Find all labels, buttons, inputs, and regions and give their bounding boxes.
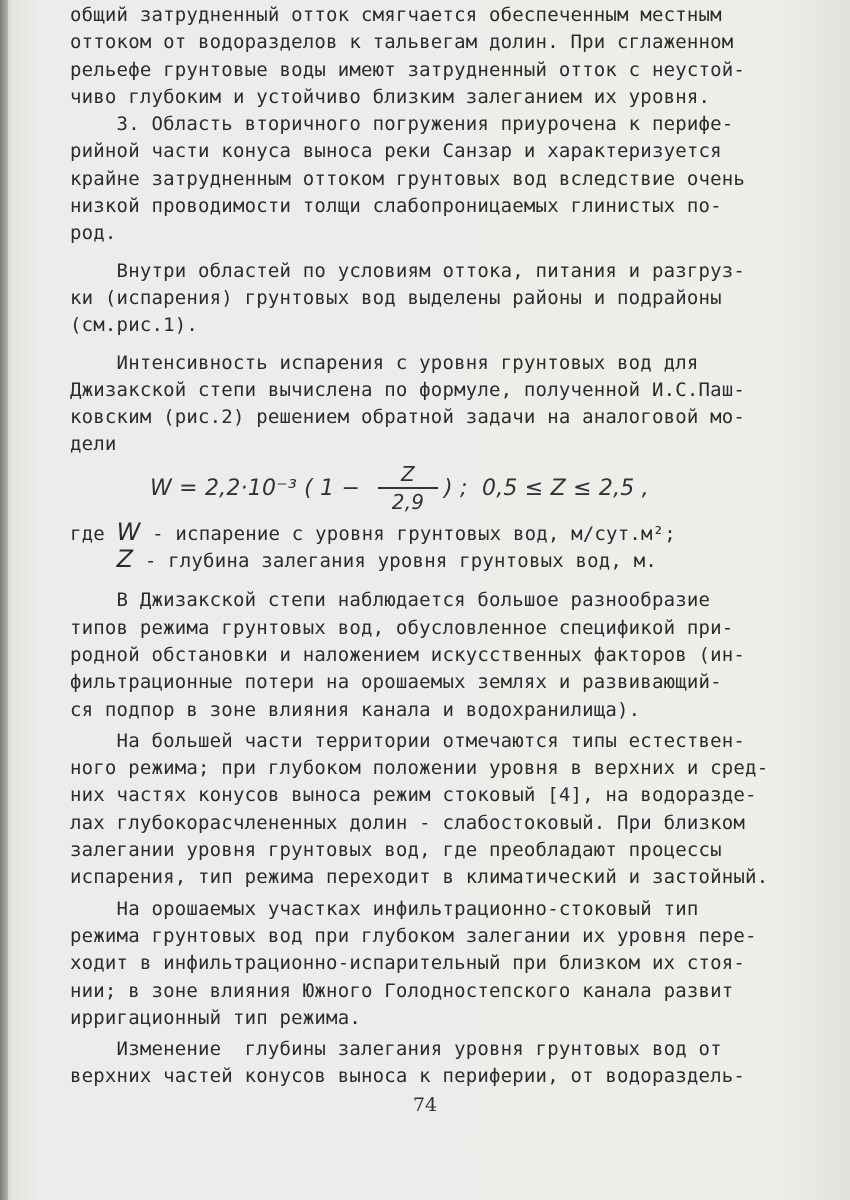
text-line: чиво глубоким и устойчиво близким залеганием их уровня. <box>70 85 711 108</box>
text-line: верхних частей конусов выноса к периферии, от водораздель- <box>70 1065 746 1088</box>
paragraph-5 <box>70 587 800 723</box>
text-line: общий затрудненный отток смягчается обеспеченным местным <box>70 4 722 26</box>
text-line: ся подпор в зоне влияния канала и водохранилища). <box>70 698 641 721</box>
evaporation-formula <box>70 463 800 519</box>
text-line: Интенсивность испарения с уровня грунтовых вод для <box>70 351 699 374</box>
paragraph-1 <box>70 2 800 111</box>
text-line: залегании уровня грунтовых вод, где преобладают процессы <box>70 839 722 862</box>
text-line: них частях конусов выноса режим стоковый [4], на водоразде- <box>70 784 757 807</box>
text-line: низкой проводимости толщи слабопроницаемых глинистых по- <box>70 195 722 218</box>
legend-line-w: где W - испарение с уровня грунтовых вод, м/сут.м²; <box>70 517 676 546</box>
text-line: режима грунтовых вод при глубоком залегании их уровня пере- <box>70 924 757 947</box>
formula-numerator: Z <box>401 461 415 486</box>
formula-rhs: ) ; <box>444 475 468 501</box>
legend-line-z: Z - глубина залегания уровня грунтовых вод, м. <box>116 545 657 574</box>
paragraph-8 <box>70 1036 800 1091</box>
text-line: рельефе грунтовые воды имеют затрудненный отток с неустой- <box>70 58 746 81</box>
formula-legend <box>70 519 800 574</box>
paragraph-4 <box>70 350 800 459</box>
text-line: род. <box>70 222 117 245</box>
paragraph-6 <box>70 728 800 892</box>
text-line: На орошаемых участках инфильтрационно-стоковый тип <box>70 897 699 920</box>
text-line: лах глубокорасчлененных долин - слабостоковый. При близком <box>70 811 746 834</box>
text-line: ковским (рис.2) решением обратной задачи на аналоговой мо- <box>70 406 746 429</box>
paragraph-2 <box>70 111 800 247</box>
text-line: На большей части территории отмечаются типы естествен- <box>70 729 746 752</box>
formula-denominator: 2,9 <box>391 489 425 514</box>
text-line: оттоком от водоразделов к тальвегам долин. При сглаженном <box>70 31 734 54</box>
paragraph-7 <box>70 896 800 1032</box>
text-line: испарения, тип режима переходит в климатический и застойный. <box>70 866 769 889</box>
page-number: 74 <box>412 1094 438 1116</box>
text-line: родной обстановки и наложением искусственных факторов (ин- <box>70 643 746 666</box>
formula-fraction <box>378 463 438 513</box>
text-line: Джизакской степи вычислена по формуле, полученной И.С.Паш- <box>70 378 746 401</box>
text-line: В Джизакской степи наблюдается большое разнообразие <box>70 589 711 612</box>
text-line: Изменение глубины залегания уровня грунтовых вод от <box>70 1038 722 1061</box>
paragraph-3 <box>70 258 800 340</box>
text-line: Внутри областей по условиям оттока, питания и разгруз- <box>70 259 746 282</box>
text-line: ходит в инфильтрационно-испарительный при близком их стоя- <box>70 952 746 975</box>
text-line: ирригационный тип режима. <box>70 1006 361 1029</box>
text-line: фильтрационные потери на орошаемых землях и развивающий- <box>70 671 722 694</box>
text-line: нии; в зоне влияния Южного Голодностепского канала развит <box>70 979 734 1002</box>
binding-gutter <box>0 0 8 1200</box>
text-line: рийной части конуса выноса реки Санзар и характеризуется <box>70 140 722 163</box>
fraction-bar <box>378 487 438 489</box>
formula-lhs: W = 2,2·10⁻³ ( 1 − <box>150 475 361 501</box>
text-line: ки (испарения) грунтовых вод выделены районы и подрайоны <box>70 286 722 309</box>
text-line: дели <box>70 433 117 456</box>
symbol-w: W <box>116 517 141 546</box>
text-line: (см.рис.1). <box>70 314 199 337</box>
text-line: 3. Область вторичного погружения приурочена к перифе- <box>70 113 734 136</box>
formula-range: 0,5 ≤ Z ≤ 2,5 , <box>482 475 649 501</box>
symbol-z: Z <box>116 545 134 574</box>
page-text <box>70 2 800 1091</box>
text-line: крайне затрудненным оттоком грунтовых вод вследствие очень <box>70 167 746 190</box>
text-line: ного режима; при глубоком положении уровня в верхних и сред- <box>70 757 769 780</box>
text-line: типов режима грунтовых вод, обусловленное спецификой при- <box>70 616 734 639</box>
